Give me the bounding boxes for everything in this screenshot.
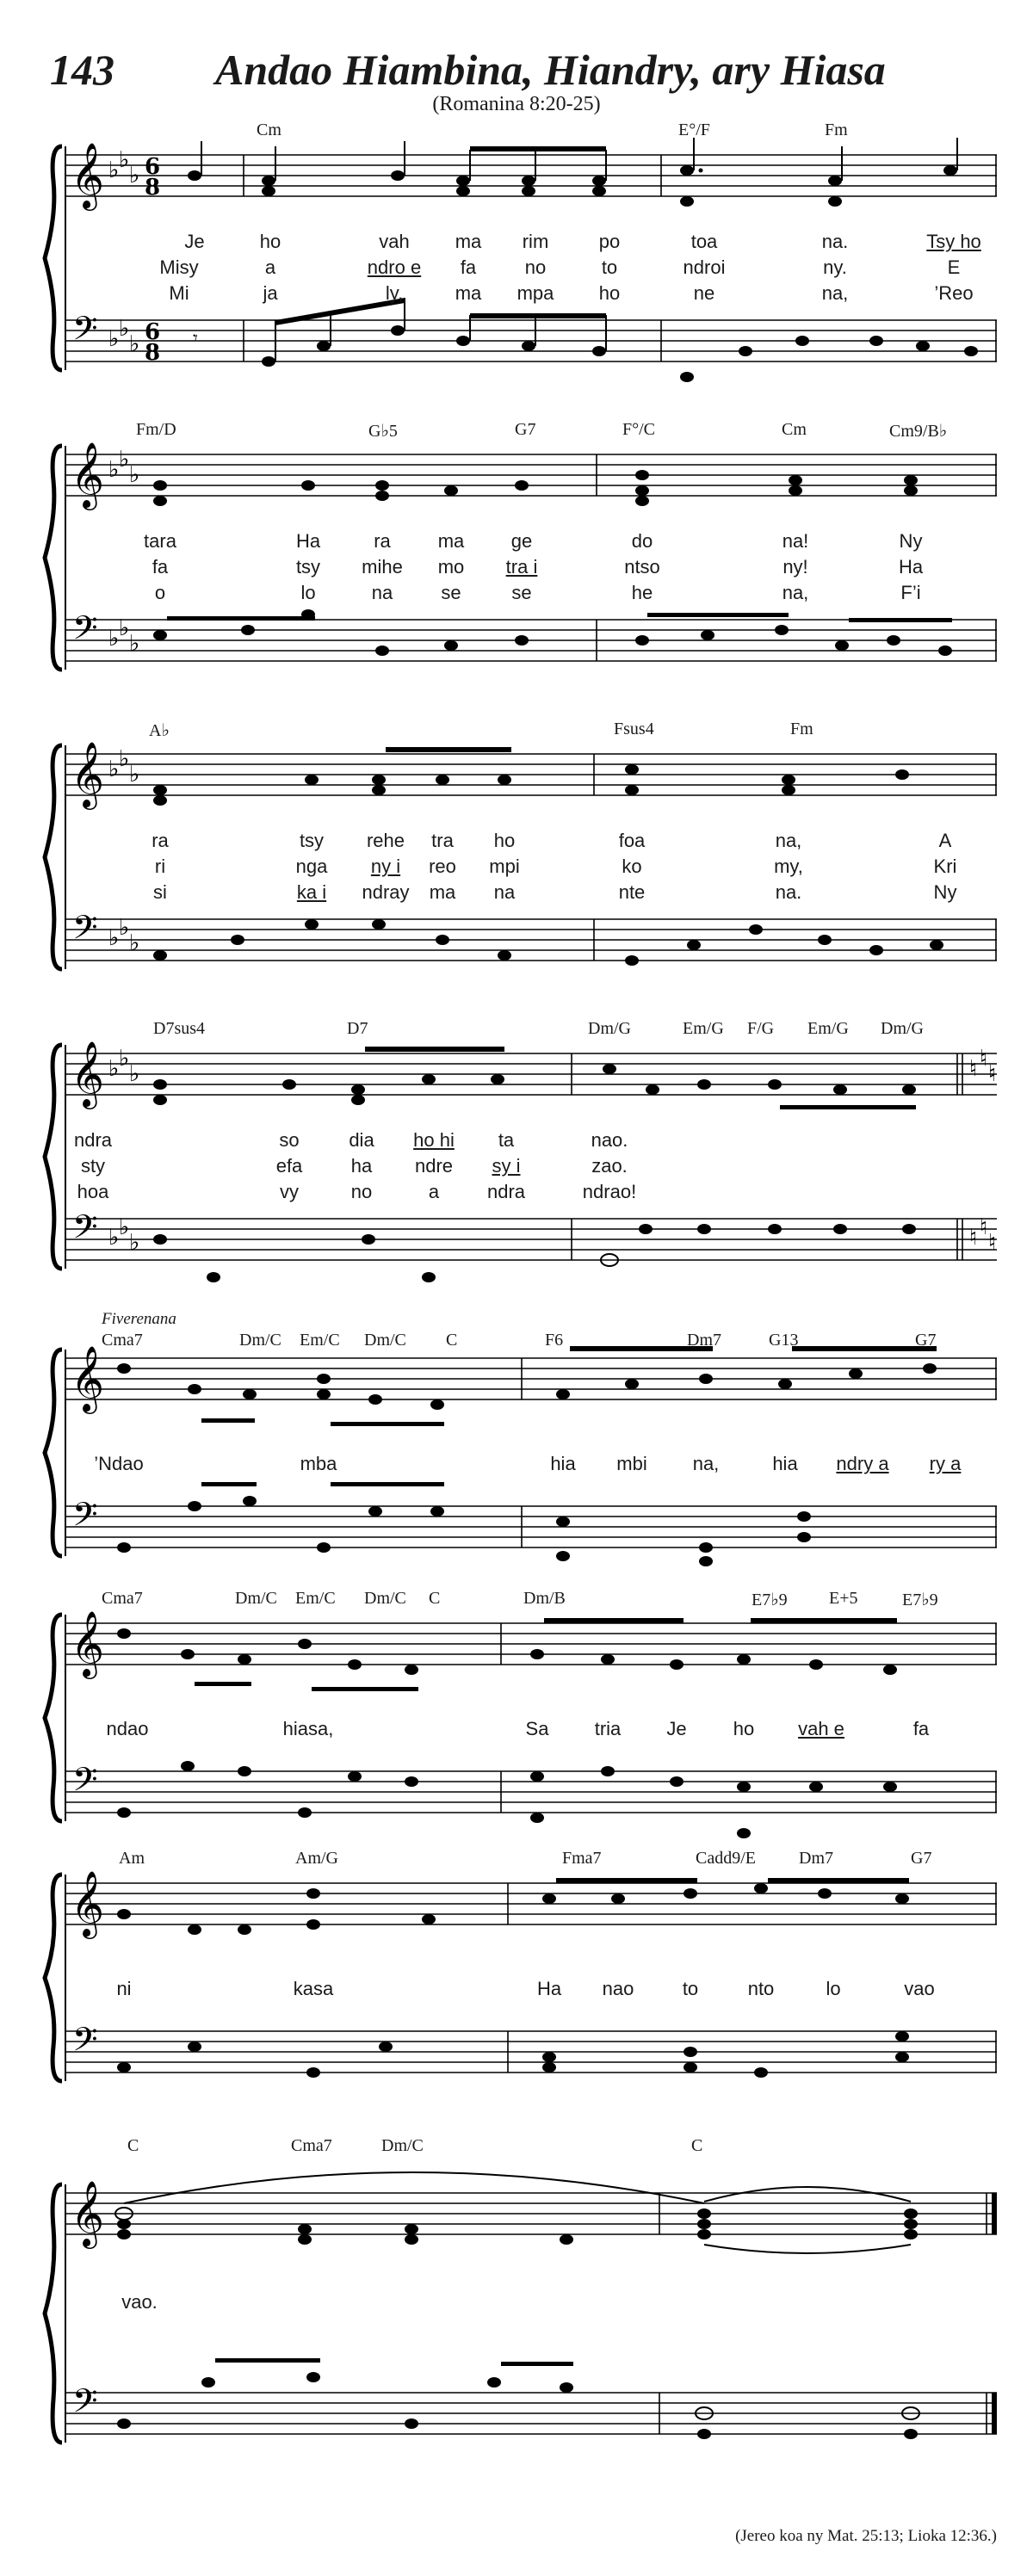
svg-text:𝄞: 𝄞 [71,741,105,807]
svg-text:♭: ♭ [108,757,120,782]
lyric-syllable: ’Reo [934,282,974,304]
svg-text:♮: ♮ [980,1214,988,1240]
chord-symbol: Fm [825,120,848,139]
lyric-syllable: fa [152,556,169,578]
chord-symbol: E7♭9 [902,1591,938,1609]
chord-symbol: Cm [782,420,807,439]
svg-text:𝄢: 𝄢 [72,908,98,954]
lyric-syllable: ndry a [836,1453,889,1474]
svg-text:𝄞: 𝄞 [71,2180,105,2246]
chord-symbol: Em/G [683,1019,724,1038]
lyric-syllable: hia [772,1453,798,1474]
music-system-6 [50,1589,997,1838]
svg-text:6: 6 [145,319,161,345]
lyric-syllable: so [279,1129,300,1151]
lyric-syllable: tra [431,830,454,851]
lyric-syllable: na. [821,231,849,252]
lyric-syllable: mbi [616,1453,647,1474]
svg-text:𝄢: 𝄢 [72,1760,98,1807]
lyric-syllable: vao [904,1978,935,1999]
chord-symbol: F6 [545,1331,564,1350]
lyric-syllable: na! [782,530,809,552]
chord-symbol: Dm/G [588,1019,631,1038]
lyric-syllable: vy [280,1181,299,1202]
lyric-syllable: hoa [77,1181,109,1202]
svg-text:𝄢: 𝄢 [72,2381,98,2428]
lyric-syllable: ja [263,282,278,304]
lyric-syllable: E [947,256,961,278]
svg-text:♭: ♭ [129,631,140,657]
chord-symbol: Cma7 [291,2136,332,2155]
lyric-syllable: ho hi [413,1129,455,1151]
lyric-syllable: Mi [169,282,189,304]
chord-symbol: G13 [769,1331,799,1350]
svg-text:♭: ♭ [119,147,130,173]
lyric-syllable: a [264,256,276,278]
scripture-reference: (Romanina 8:20-25) [432,93,601,115]
lyric-syllable: rim [522,231,549,252]
lyric-syllable: nga [295,856,328,877]
lyric-syllable: my, [774,856,803,877]
svg-text:♮: ♮ [988,1061,997,1087]
lyric-syllable: ho [493,830,516,851]
lyric-syllable: vao. [121,2291,158,2313]
svg-text:𝄞: 𝄞 [71,1870,105,1937]
lyric-syllable: ha [350,1155,373,1177]
lyric-syllable: Je [184,231,205,252]
chord-symbol: C [691,2136,703,2155]
svg-text:♭: ♭ [129,1061,140,1087]
svg-text:♮: ♮ [980,1046,988,1072]
hymn-title: Andao Hiambina, Hiandry, ary Hiasa [215,46,886,94]
svg-text:♮: ♮ [988,1230,997,1256]
lyric-syllable: mo [437,556,465,578]
chord-symbol: Cadd9/E [696,1849,756,1868]
staff-graphics [50,1315,997,1573]
chord-symbol: Dm/C [239,1331,281,1350]
svg-text:♭: ♭ [108,626,120,652]
lyric-syllable: kasa [293,1978,334,1999]
svg-text:♭: ♭ [119,1214,130,1240]
svg-text:♭: ♭ [108,158,120,183]
chord-symbol: D7 [347,1019,368,1038]
chord-symbol: Dm/G [881,1019,924,1038]
chord-symbol: Cma7 [102,1331,143,1350]
svg-text:𝄞: 𝄞 [71,442,105,508]
chord-symbol: Em/G [807,1019,849,1038]
staff-graphics [50,1849,997,2107]
chord-symbol: C [429,1589,441,1608]
lyric-syllable: sty [80,1155,106,1177]
lyric-syllable: ntso [624,556,660,578]
lyric-syllable: na. [775,881,802,903]
staff-graphics [50,720,997,1004]
chord-symbol: Cma7 [102,1589,143,1608]
lyric-syllable: po [598,231,621,252]
chord-symbol: Dm7 [799,1849,833,1868]
lyric-syllable: ry a [929,1453,962,1474]
chord-symbol: Fsus4 [614,720,654,738]
lyric-syllable: mihe [362,556,403,578]
svg-text:♭: ♭ [108,326,120,352]
svg-text:♭: ♭ [129,462,140,488]
lyric-syllable: lo [826,1978,841,1999]
lyric-syllable: A [938,830,952,851]
chord-symbol: F°/C [622,420,656,439]
svg-text:♮: ♮ [969,1056,978,1082]
svg-text:♭: ♭ [119,316,130,342]
lyric-syllable: ge [510,530,533,552]
lyric-syllable: na, [692,1453,720,1474]
lyric-syllable: do [631,530,653,552]
lyric-syllable: ny i [370,856,401,877]
svg-text:𝄞: 𝄞 [71,1345,105,1412]
lyric-syllable: toa [690,231,718,252]
lyric-syllable: ly, [385,282,404,304]
lyric-syllable: nao. [591,1129,628,1151]
staff-graphics [50,1019,997,1303]
lyric-syllable: efa [275,1155,303,1177]
chord-symbol: C [446,1331,458,1350]
chord-symbol: Am [119,1849,145,1868]
lyric-syllable: nao [602,1978,634,1999]
svg-text:𝄢: 𝄢 [72,1495,98,1541]
chord-symbol: Dm/C [364,1331,406,1350]
lyric-syllable: ’Ndao [94,1453,144,1474]
chord-symbol: F/G [747,1019,775,1038]
svg-text:♭: ♭ [119,746,130,772]
lyric-syllable: tsy [299,830,325,851]
svg-text:𝄢: 𝄢 [72,309,98,355]
svg-text:♭: ♭ [129,762,140,788]
lyric-syllable: hiasa, [282,1718,334,1739]
svg-text:♭: ♭ [119,615,130,641]
lyric-syllable: ndro e [367,256,422,278]
lyric-syllable: Ny [899,530,923,552]
time-sig-bottom: 8 [145,175,161,201]
chord-symbol: E°/F [678,120,710,139]
lyric-syllable: Ha [898,556,924,578]
lyric-syllable: dia [349,1129,374,1151]
svg-text:𝄾: 𝄾 [193,328,198,349]
svg-text:𝄢: 𝄢 [72,1208,98,1254]
lyric-syllable: a [428,1181,440,1202]
svg-text:𝄞: 𝄞 [71,1610,105,1677]
svg-text:♭: ♭ [119,1046,130,1072]
music-system-8 [50,2124,997,2486]
lyric-syllable: fa [912,1718,930,1739]
music-system-7 [50,1849,997,2107]
lyric-syllable: to [682,1978,699,1999]
lyric-syllable: se [511,582,532,603]
lyric-syllable: ta [498,1129,515,1151]
lyric-syllable: ndre [414,1155,454,1177]
svg-text:♭: ♭ [129,331,140,357]
chord-symbol: G♭5 [368,422,398,441]
chord-symbol: E+5 [829,1589,858,1608]
lyric-syllable: zao. [591,1155,628,1177]
lyric-syllable: mpi [489,856,520,877]
lyric-syllable: ka i [296,881,327,903]
lyric-syllable: to [601,256,618,278]
lyric-syllable: hia [550,1453,576,1474]
svg-text:♭: ♭ [129,163,140,188]
lyric-syllable: ny. [823,256,847,278]
chord-symbol: A♭ [149,721,170,740]
lyric-syllable: ma [429,881,456,903]
lyric-syllable: ra [374,530,391,552]
lyric-syllable: nte [618,881,646,903]
svg-text:♭: ♭ [129,930,140,956]
chord-symbol: Dm/C [381,2136,424,2155]
lyric-syllable: ndrao! [582,1181,637,1202]
chord-symbol: Dm7 [687,1331,721,1350]
svg-text:♭: ♭ [108,925,120,951]
lyric-syllable: na [493,881,516,903]
lyric-syllable: mpa [516,282,554,304]
lyric-syllable: tra i [505,556,538,578]
lyric-syllable: mba [300,1453,337,1474]
lyric-syllable: tria [594,1718,622,1739]
chord-symbol: Em/C [295,1589,336,1608]
lyric-syllable: Tsy ho [926,231,981,252]
staff-graphics [50,1589,997,1838]
svg-text:♮: ♮ [969,1225,978,1251]
lyric-syllable: reo [429,856,456,877]
chord-symbol: D7sus4 [153,1019,206,1038]
svg-text:♭: ♭ [119,915,130,941]
chord-symbol: Dm/C [364,1589,406,1608]
lyric-syllable: ndray [362,881,410,903]
lyric-syllable: ndao [106,1718,149,1739]
lyric-syllable: ho [598,282,621,304]
chord-symbol: G7 [915,1331,937,1350]
svg-text:♭: ♭ [108,457,120,483]
lyric-syllable: foa [618,830,646,851]
lyric-syllable: Ha [295,530,321,552]
chord-symbol: Dm/B [523,1589,566,1608]
chord-symbol: G7 [911,1849,932,1868]
lyric-syllable: Misy [159,256,199,278]
lyric-syllable: na [371,582,393,603]
svg-text:♭: ♭ [108,1225,120,1251]
lyric-syllable: ne [693,282,715,304]
lyric-syllable: sy i [492,1155,521,1177]
lyric-syllable: na, [782,582,809,603]
lyric-syllable: vah e [798,1718,844,1739]
lyric-syllable: ndra [486,1181,526,1202]
lyric-syllable: rehe [366,830,405,851]
lyric-syllable: Ny [933,881,957,903]
hymn-number: 143 [50,46,114,94]
lyric-syllable: ho [259,231,281,252]
svg-text:𝄞: 𝄞 [71,1041,105,1107]
lyric-syllable: ma [455,231,482,252]
lyric-syllable: ndra [73,1129,113,1151]
lyric-syllable: ho [733,1718,755,1739]
lyric-syllable: tsy [295,556,321,578]
music-system-5 [50,1310,997,1573]
chord-symbol: Dm/C [235,1589,277,1608]
lyric-syllable: ri [154,856,166,877]
chord-symbol: E7♭9 [752,1591,788,1609]
lyric-syllable: Kri [933,856,957,877]
lyric-syllable: se [441,582,461,603]
lyric-syllable: tara [144,530,176,552]
lyric-syllable: he [631,582,653,603]
chord-symbol: Em/C [300,1331,340,1350]
chord-symbol: Fm [790,720,813,738]
lyric-syllable: lo [300,582,316,603]
lyric-syllable: Je [666,1718,687,1739]
svg-text:♭: ♭ [108,1056,120,1082]
svg-text:𝄢: 𝄢 [72,608,98,655]
cross-reference-footnote: (Jereo koa ny Mat. 25:13; Lioka 12:36.) [735,2527,997,2545]
lyric-syllable: Sa [525,1718,549,1739]
chord-symbol: C [127,2136,139,2155]
lyric-syllable: o [154,582,166,603]
lyric-syllable: ma [437,530,465,552]
lyric-syllable: ko [622,856,642,877]
lyric-syllable: ndroi [683,256,726,278]
section-label: Fiverenana [102,1310,176,1328]
lyric-syllable: na, [821,282,849,304]
chord-symbol: Am/G [295,1849,338,1868]
svg-text:𝄞: 𝄞 [71,142,105,208]
lyric-syllable: ma [455,282,482,304]
lyric-syllable: na, [775,830,802,851]
lyric-syllable: F’i [900,582,921,603]
lyric-syllable: fa [460,256,477,278]
chord-symbol: Fm/D [136,420,176,439]
svg-text:8: 8 [145,340,161,366]
lyric-syllable: vah [379,231,410,252]
lyric-syllable: no [524,256,547,278]
svg-text:♭: ♭ [119,447,130,473]
time-sig-top: 6 [145,154,161,180]
svg-text:𝄢: 𝄢 [72,2020,98,2066]
music-system-3 [50,720,997,1004]
lyric-syllable: ny! [782,556,808,578]
lyric-syllable: nto [747,1978,775,1999]
chord-symbol: Cm [257,120,281,139]
music-system-4 [50,1019,997,1303]
lyric-syllable: ni [116,1978,132,1999]
music-system-1 [50,120,997,405]
chord-symbol: Fma7 [562,1849,602,1868]
svg-text:♭: ♭ [129,1230,140,1256]
chord-symbol: Cm9/B♭ [889,422,948,441]
lyric-syllable: no [350,1181,373,1202]
staff-graphics [50,2124,997,2486]
chord-symbol: G7 [515,420,536,439]
lyric-syllable: Ha [536,1978,562,1999]
lyric-syllable: ra [152,830,169,851]
lyric-syllable: si [153,881,167,903]
music-system-2 [50,420,997,704]
